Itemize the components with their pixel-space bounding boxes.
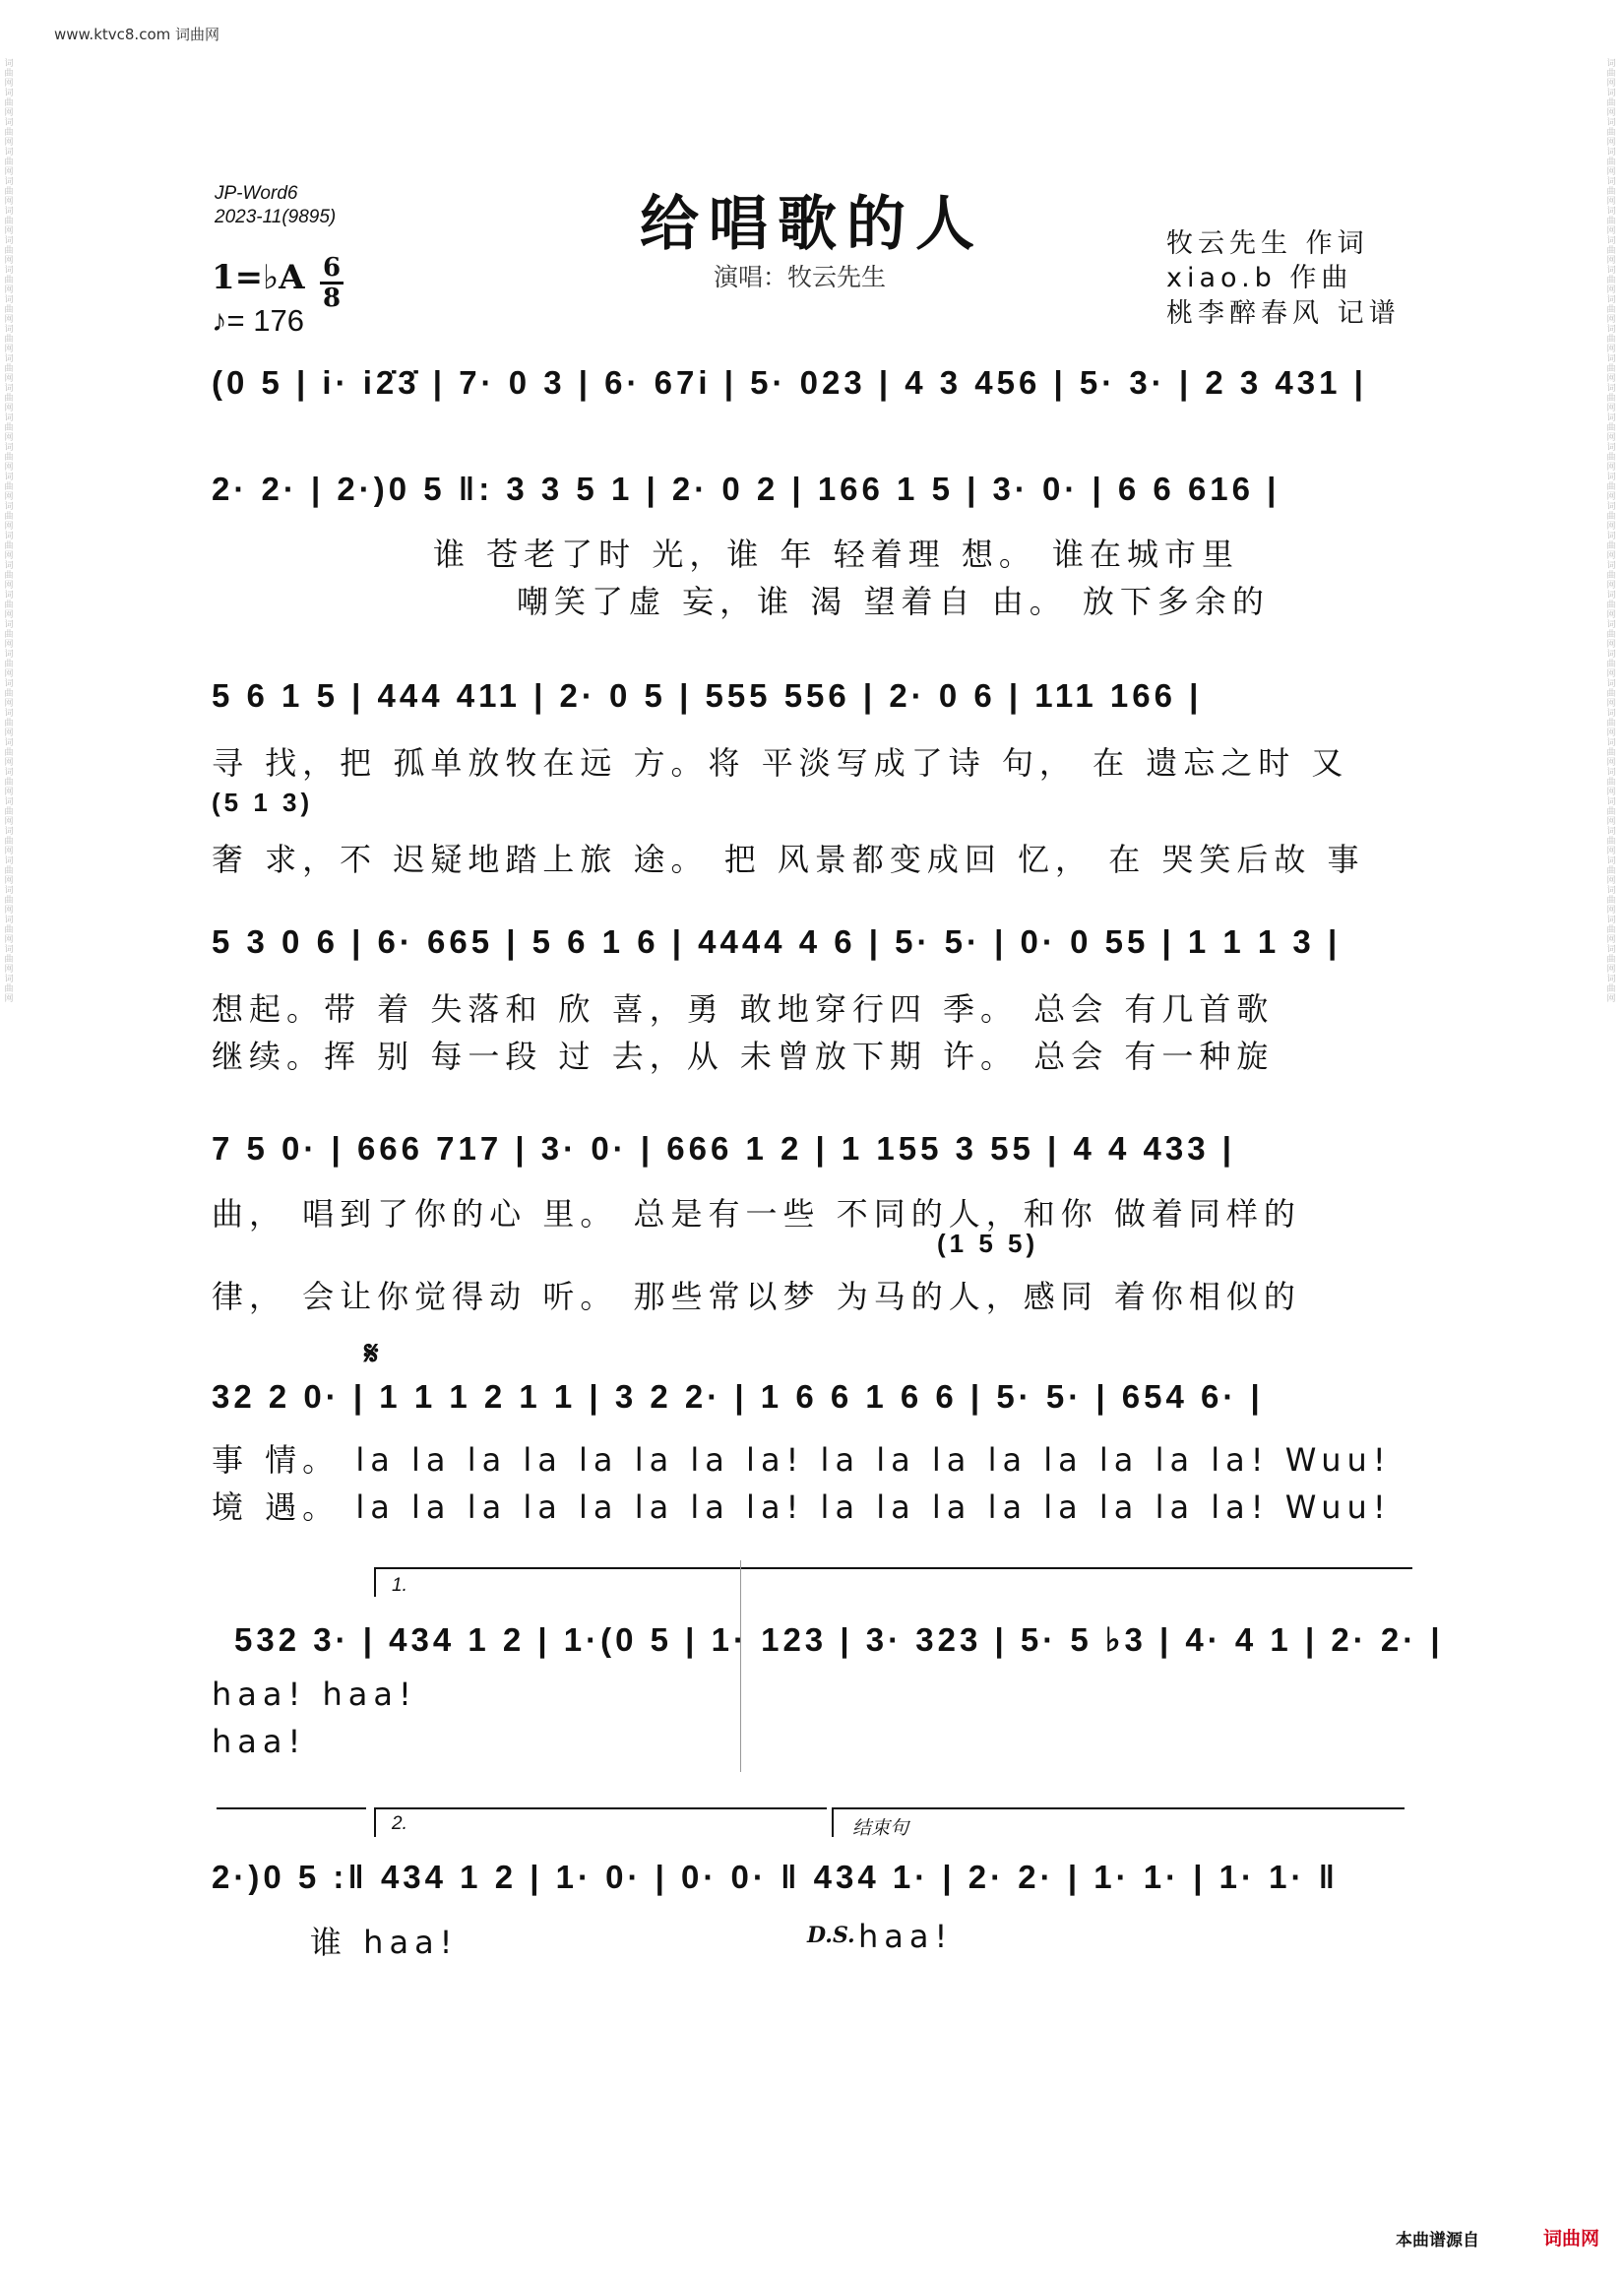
lyric-line-7-verse-2: haa! (212, 1723, 307, 1760)
notation-line-7: 532 3· | 434 1 2 | 1·(0 5 | 1· 123 | 3· 323 | 5· 5 ♭3 | 4· 4 1 | 2· 2· | (234, 1621, 1444, 1658)
lyric-line-8-ending: haa! (858, 1918, 954, 1955)
lyric-line-3-verse-1: 寻 找，把 孤单放牧在远 方。将 平淡写成了诗 句， 在 遗忘之时 又 (212, 744, 1349, 782)
time-numerator: 6 (322, 253, 342, 283)
source-date: 2023-11(9895) (215, 207, 337, 227)
song-title: 给唱歌的人 (640, 190, 984, 259)
transcriber-credit: 桃李醉春风 记谱 (1166, 298, 1401, 329)
lyric-line-4-verse-1: 想起。带 着 失落和 欣 喜，勇 敢地穿行四 季。 总会 有几首歌 (212, 990, 1275, 1028)
footer-site-link[interactable]: 词曲网 (1543, 2228, 1600, 2249)
lyric-line-6-verse-1: 事 情。 la la la la la la la la! la la la la la la la la! Wuu! (212, 1441, 1392, 1479)
lyricist-credit: 牧云先生 作词 (1166, 228, 1369, 259)
lyric-line-2-verse-2: 嘲笑了虚 妄，谁 渴 望着自 由。 放下多余的 (517, 583, 1270, 620)
lyric-line-4-verse-2: 继续。挥 别 每一段 过 去，从 未曾放下期 许。 总会 有一种旋 (212, 1038, 1275, 1075)
notation-line-6: 32 2 0· | 1 1 1 2 1 1 | 3 2 2· | 1 6 6 1 6 6 | 5· 5· | 654 6· | (212, 1378, 1264, 1415)
ending-label: 结束句 (852, 1818, 909, 1839)
lyric-line-8-verse-1: 谁 haa! (310, 1924, 459, 1961)
volta-1-continuation (217, 1807, 366, 1809)
lyric-line-6-verse-2: 境 遇。 la la la la la la la la! la la la la la la la la! Wuu! (212, 1488, 1392, 1526)
volta-1-label: 1. (392, 1575, 407, 1596)
volta-bracket-2 (374, 1807, 827, 1809)
key-signature: 1=♭A (212, 258, 305, 297)
alt-notes-line-5: (1 5 5) (937, 1229, 1039, 1258)
lyric-line-5-verse-1: 曲， 唱到了你的心 里。 总是有一些 不同的人，和你 做着同样的 (212, 1195, 1301, 1233)
notation-line-4: 5 3 0 6 | 6· 665 | 5 6 1 6 | 4444 4 6 | 5· 5· | 0· 0 55 | 1 1 1 3 | (212, 923, 1342, 960)
time-signature (320, 254, 344, 312)
footer-source-text: 本曲谱源自 (1396, 2231, 1479, 2250)
ending-bracket (832, 1807, 1405, 1809)
lyric-line-3-verse-2: 奢 求，不 迟疑地踏上旅 途。 把 风景都变成回 忆， 在 哭笑后故 事 (212, 841, 1365, 878)
side-watermark-right: 词曲网词曲网词曲网词曲网词曲网词曲网词曲网词曲网词曲网词曲网词曲网词曲网词曲网词曲网词曲网词曲网词曲网词曲网词曲网词曲网词曲网词曲网词曲网词曲网词曲网词曲网词曲网词曲网词曲网词曲网词曲网词曲网 (1606, 59, 1616, 1004)
notation-line-8: 2·)0 5 :‖ 434 1 2 | 1· 0· | 0· 0· ‖ 434 1· | 2· 2· | 1· 1· | 1· 1· ‖ (212, 1859, 1340, 1895)
notation-line-3: 5 6 1 5 | 444 411 | 2· 0 5 | 555 556 | 2· 0 6 | 111 166 | (212, 677, 1203, 714)
composer-credit: xiao.b 作曲 (1166, 263, 1353, 293)
volta-bracket-1 (374, 1567, 1412, 1569)
time-denominator: 8 (322, 284, 342, 313)
lyric-line-7-verse-1: haa! haa! (212, 1676, 417, 1713)
ending-bracket-hook (832, 1807, 834, 1837)
notation-line-5: 7 5 0· | 666 717 | 3· 0· | 666 1 2 | 1 155 3 55 | 4 4 433 | (212, 1130, 1235, 1167)
lyric-line-2-verse-1: 谁 苍老了时 光，谁 年 轻着理 想。 谁在城市里 (433, 536, 1240, 573)
volta-2-label: 2. (392, 1813, 407, 1834)
site-url[interactable]: www.ktvc8.com 词曲网 (54, 26, 220, 43)
lyric-line-5-verse-2: 律， 会让你觉得动 听。 那些常以梦 为马的人，感同 着你相似的 (212, 1278, 1301, 1315)
volta-bracket-1-hook (374, 1567, 376, 1597)
notation-line-2: 2· 2· | 2·)0 5 ‖: 3 3 5 1 | 2· 0 2 | 166 1 5 | 3· 0· | 6 6 616 | (212, 471, 1280, 507)
singer-credit: 演唱：牧云先生 (714, 263, 887, 291)
source-label: JP-Word6 (215, 183, 298, 204)
notation-line-1: (0 5 | i· i2̇3̇ | 7· 0 3 | 6· 67i | 5· 023 | 4 3 456 | 5· 3· | 2 3 431 | (212, 364, 1367, 401)
tempo-marking: ♪= 176 (212, 303, 304, 338)
dal-segno-mark: D.S. (807, 1923, 855, 1948)
side-watermark-left: 词曲网词曲网词曲网词曲网词曲网词曲网词曲网词曲网词曲网词曲网词曲网词曲网词曲网词曲网词曲网词曲网词曲网词曲网词曲网词曲网词曲网词曲网词曲网词曲网词曲网词曲网词曲网词曲网词曲网词曲网词曲网词曲网 (4, 59, 14, 1004)
alt-notes-line-3: (5 1 3) (212, 788, 314, 817)
volta-bracket-2-hook (374, 1807, 376, 1837)
segno-sign: 𝄋 (364, 1334, 379, 1373)
page-fold-line (740, 1560, 741, 1772)
